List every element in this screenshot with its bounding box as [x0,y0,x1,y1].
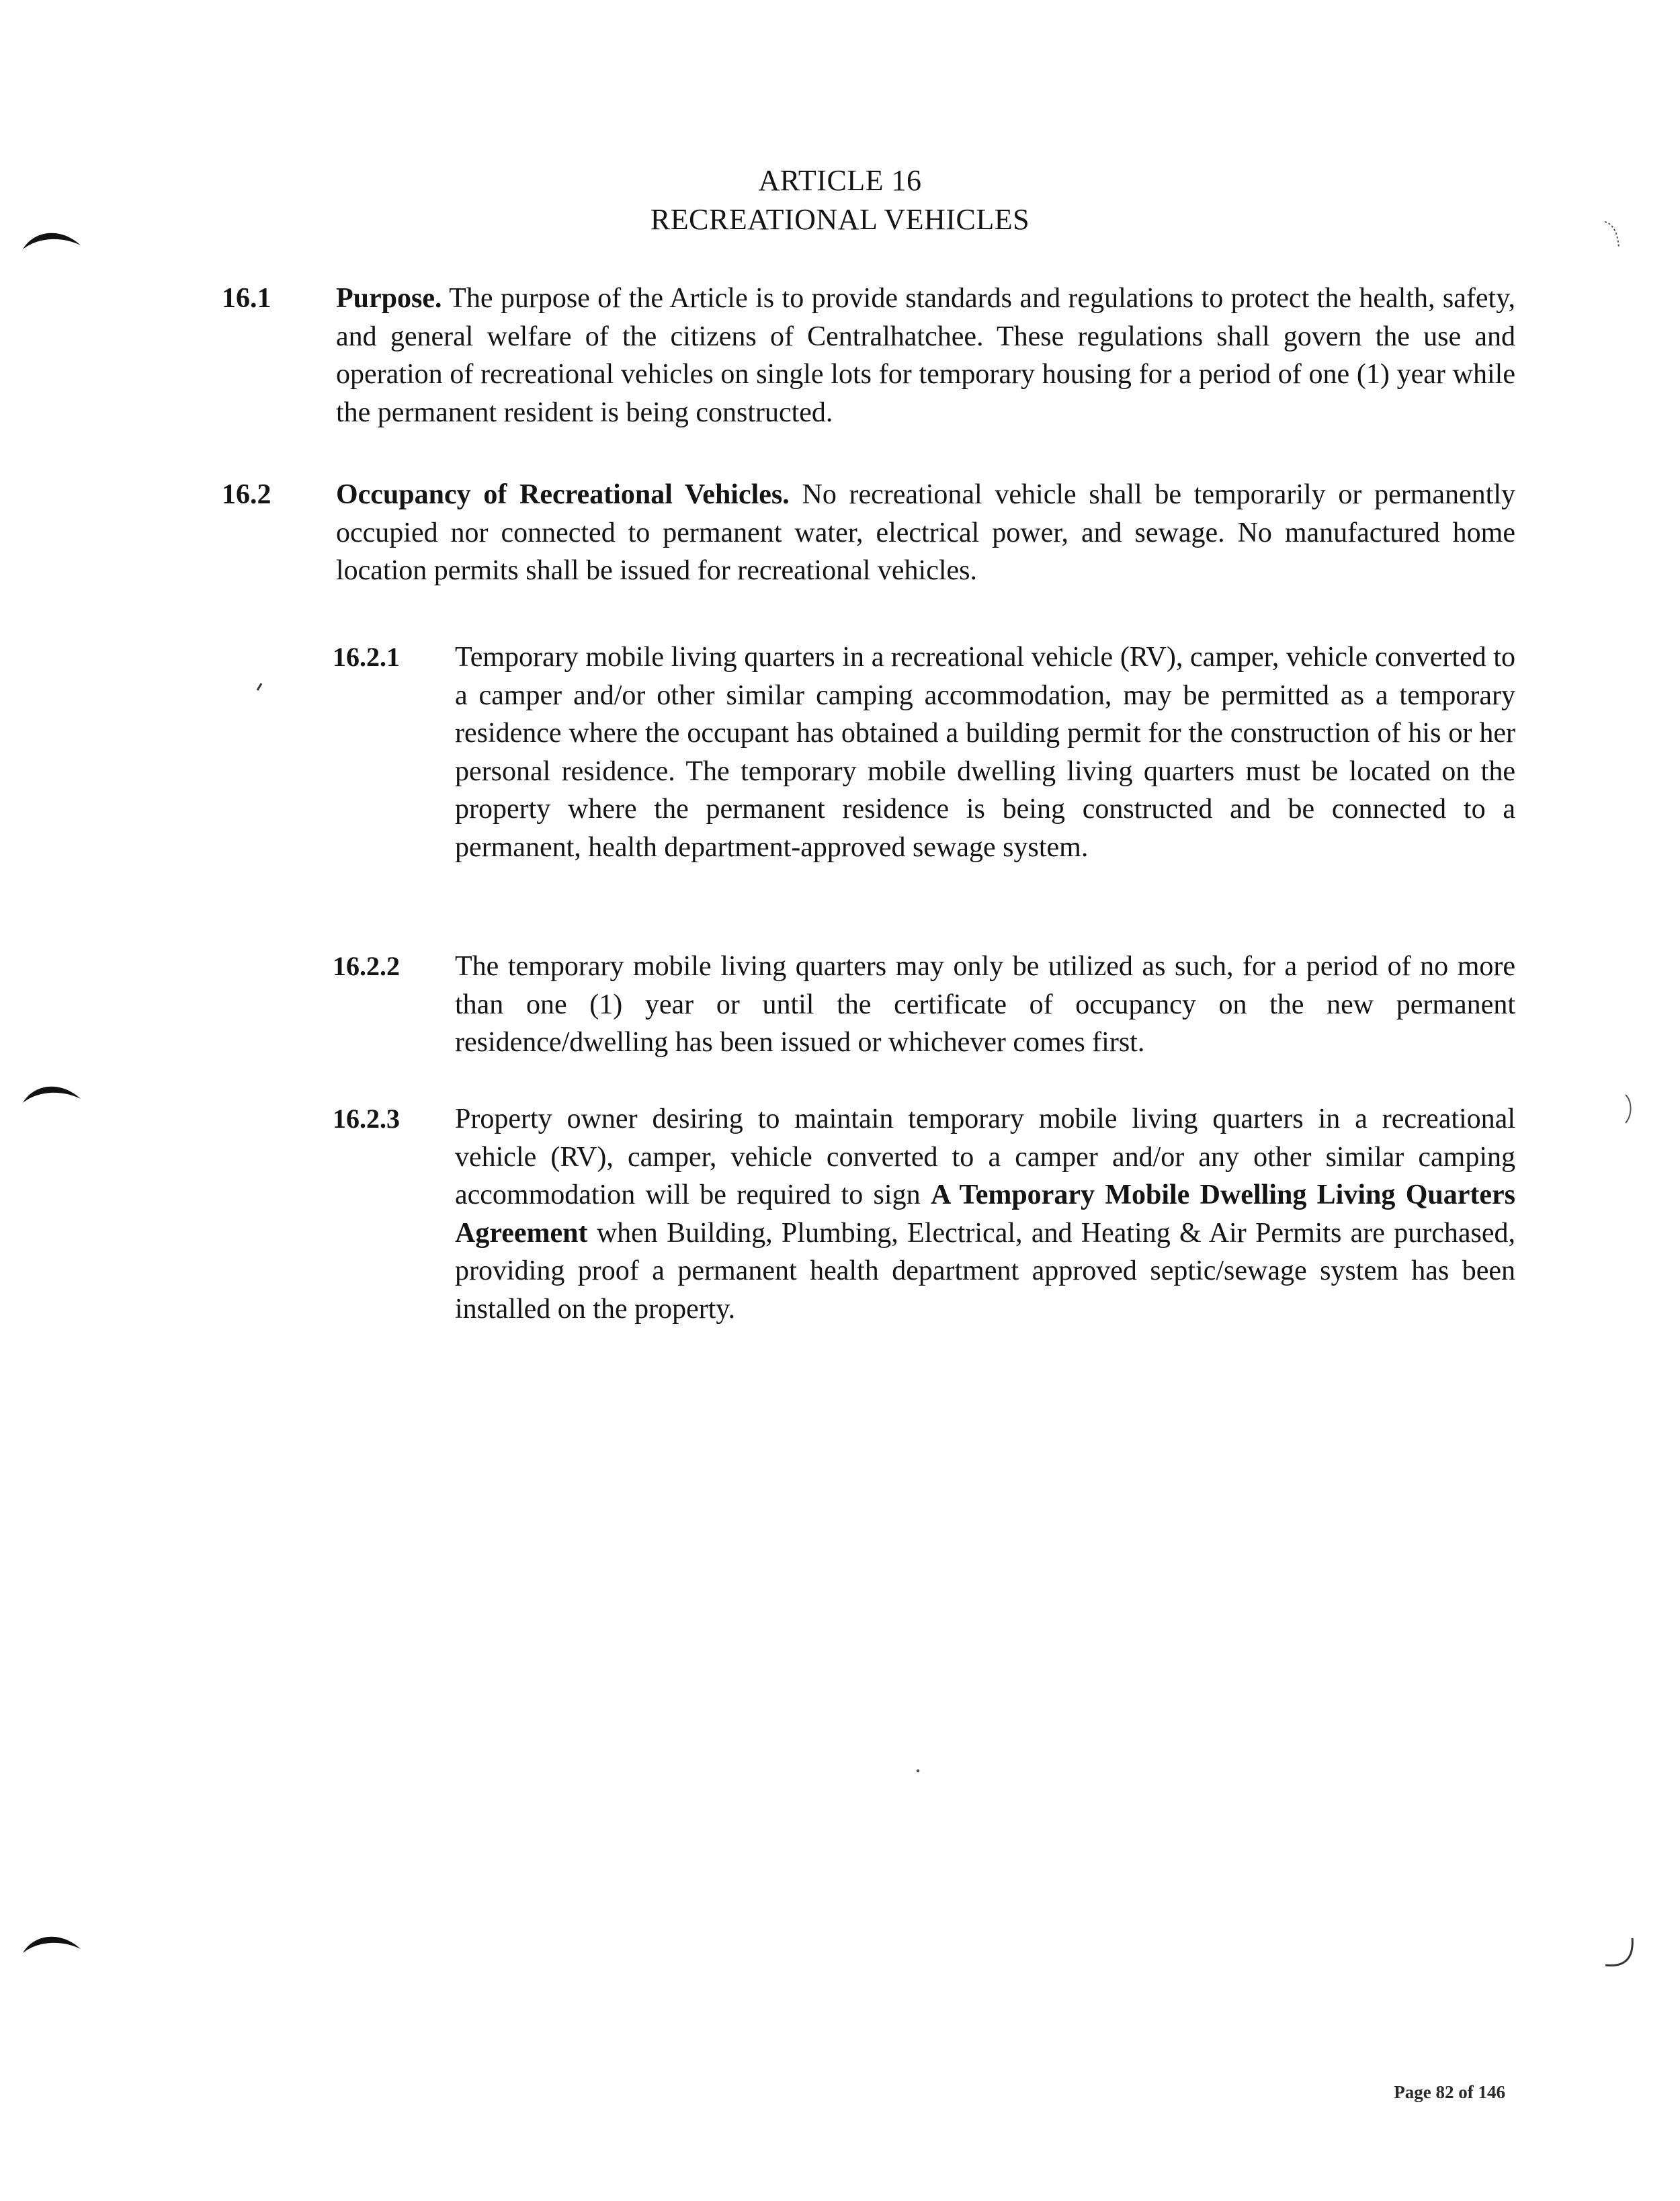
subsection-text: The temporary mobile living quarters may only be utilized as such, for a period of no more than one (1) year or until the certificate of occupancy on the new permanent residence/dwelling has been issued or whichever comes first. [455,951,1515,1058]
section-heading: Occupancy of Recreational Vehicles. [336,479,790,510]
punch-hole-mark-icon [20,1079,84,1106]
subsection-text-before: Property owner desiring to maintain temporary mobile living quarters in a recreational vehicle (RV), camper, vehicle converted to a camper and/or any other similar camping accommodation will be required to sign [455,1104,1515,1210]
section-purpose [336,280,1515,431]
section-text: The purpose of the Article is to provide standards and regulations to protect the health, safety, and general welfare of the citizens of Centralhatchee. These regulations shall govern the use and operation of recreational vehicles on single lots for temporary housing for a period of one (1) year while the permanent resident is being constructed. [336,283,1515,428]
agreement-title: A Temporary Mobile Dwelling Living Quarters Agreement [455,1179,1516,1249]
subsection-number: 16.2.2 [333,951,400,981]
article-number: ARTICLE 16 [758,164,922,197]
scan-artifact-mark-icon [1623,1092,1636,1126]
section-heading: Purpose. [336,283,442,314]
scan-artifact-mark-icon [1603,1936,1636,1972]
punch-hole-mark-icon [20,1929,84,1956]
scan-artifact-mark-icon [916,1769,920,1773]
subsection-number: 16.2.3 [333,1104,400,1134]
subsection-text-after: when Building, Plumbing, Electrical, and Heating & Air Permits are purchased, providing proof a permanent health department approved septic/sewage system has been installed on the property. [455,1217,1516,1325]
scan-artifact-mark-icon [255,682,263,692]
article-title: RECREATIONAL VEHICLES [650,203,1030,236]
section-number: 16.2 [222,479,271,510]
section-number: 16.1 [222,283,271,314]
subsection-text [455,1100,1515,1328]
article-heading [0,161,1680,239]
section-text: No recreational vehicle shall be temporarily or permanently occupied nor connected to permanent water, electrical power, and sewage. No manufactured home location permits shall be issued for recreational vehicles. [336,479,1515,586]
subsection-text: Temporary mobile living quarters in a recreational vehicle (RV), camper, vehicle converted to a camper and/or other similar camping accommodation, may be permitted as a temporary residence where the occupant has obtained a building permit for the construction of his or her personal residence. The temporary mobile dwelling living quarters must be located on the property where the permanent residence is being constructed and be connected to a permanent, health department-approved sewage system. [455,642,1515,863]
page-number: Page 82 of 146 [1394,2082,1505,2102]
section-occupancy [336,476,1515,590]
subsection-number: 16.2.1 [333,642,400,672]
